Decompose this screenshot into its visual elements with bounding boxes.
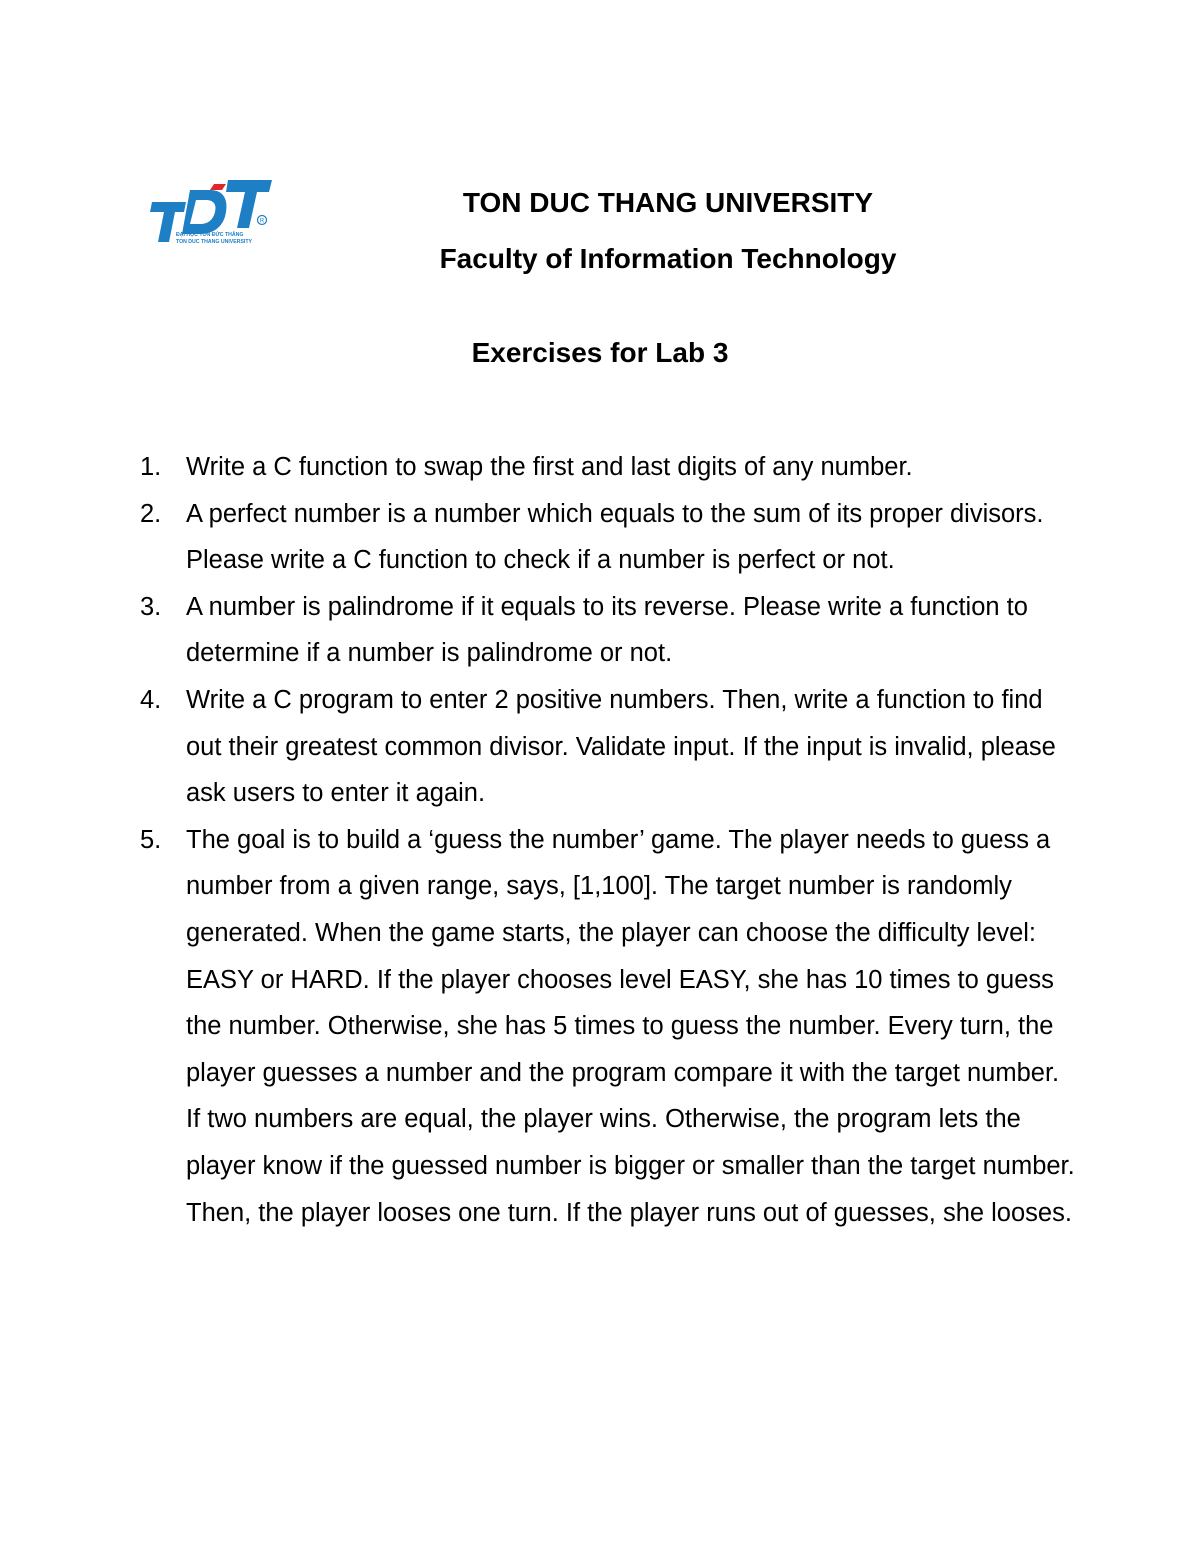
exercise-text: The goal is to build a ‘guess the number’ game. The player needs to guess a number from a given range, says, [1,100]. The target number is randomly generated. When the game starts, the player can choose the difficulty level: EASY or HARD. If the player chooses level EASY, she has 10 times to guess the number. Otherwise, she has 5 times to guess the number. Every turn, the player guesses a number and the program compare it with the target number. If two numbers are equal, the player wins. Otherwise, the program lets the player know if the guessed number is bigger or smaller than the target number. Then, the player looses one turn. If the player runs out of guesses, she looses. bbox=[186, 825, 1075, 1227]
exercise-number: 2. bbox=[140, 499, 162, 528]
logo-text-line2: TON DUC THANG UNIVERSITY bbox=[176, 239, 252, 245]
exercise-item bbox=[140, 817, 1080, 1236]
exercise-item bbox=[140, 444, 1080, 491]
exercise-text: Write a C function to swap the first and last digits of any number. bbox=[186, 453, 913, 481]
exercise-number: 4. bbox=[140, 685, 162, 714]
exercise-number: 5. bbox=[140, 825, 162, 854]
exercise-item bbox=[140, 491, 1080, 584]
exercise-number: 3. bbox=[140, 592, 162, 621]
exercise-list bbox=[140, 444, 1080, 1236]
exercise-text: A perfect number is a number which equals to the sum of its proper divisors. Please write a C function to check if a number is perfect or not. bbox=[186, 499, 1044, 575]
university-name: TON DUC THANG UNIVERSITY bbox=[462, 187, 874, 218]
svg-text:R: R bbox=[259, 218, 265, 225]
page-title: Exercises for Lab 3 bbox=[471, 337, 729, 368]
exercise-item bbox=[140, 677, 1080, 817]
exercise-item bbox=[140, 584, 1080, 677]
exercise-number: 1. bbox=[140, 453, 162, 481]
exercise-text: A number is palindrome if it equals to its reverse. Please write a function to determine if a number is palindrome or not. bbox=[186, 592, 1028, 668]
logo-text-line1: ĐẠI HỌC TÔN ĐỨC THẮNG bbox=[176, 232, 244, 238]
exercise-text: Write a C program to enter 2 positive numbers. Then, write a function to find out their greatest common divisor. Validate input. If the input is invalid, please ask users to enter it again. bbox=[186, 685, 1056, 808]
faculty-name: Faculty of Information Technology bbox=[439, 243, 897, 274]
